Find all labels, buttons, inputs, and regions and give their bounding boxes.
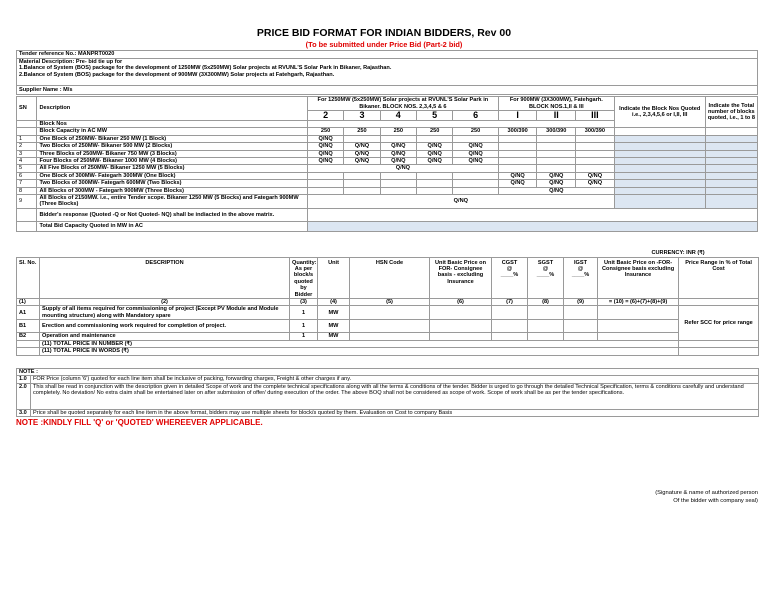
col-number: (8) (528, 298, 564, 305)
capacity-cell: 250 (380, 128, 416, 135)
note-text: Price shall be quoted separately for each line item in the above format, bidders may use multiple sheets for block/s quoted by them. Evaluation on Cost to company Basis (31, 409, 759, 416)
qnq-input[interactable]: Q/NQ (498, 187, 614, 194)
fatehgarh-group-header: For 900MW (3X300MW), Fatehgarh. BLOCK NOS.1,II & III (498, 97, 614, 111)
material-description: Material Description: Pre- bid tie up for (19, 59, 123, 65)
block-no-5: 5 (416, 111, 452, 121)
row-sn: 2 (17, 143, 37, 150)
refer-scc-note: Refer SCC for price range (679, 306, 759, 340)
qnq-input[interactable]: Q/NQ (453, 158, 498, 165)
col-number: (2) (40, 298, 290, 305)
qnq-input[interactable]: Q/NQ (344, 143, 380, 150)
col-number: = (10) = (6)+(7)+(8)+(9) (598, 298, 679, 305)
capacity-cell: 250 (344, 128, 380, 135)
note-number: 3.0 (17, 409, 31, 416)
item-description: Erection and commissioning work required for completion of project. (40, 320, 290, 333)
description-header: Description (37, 97, 307, 121)
material-line-1: 1.Balance of System (BOS) package for the development of 1250MW (5x250MW) Solar projects at RVUNL'S Solar Park in Bikaner, Rajasthan. (19, 65, 392, 72)
capacity-cell: 300/390 (576, 128, 615, 135)
qnq-input[interactable]: Q/NQ (537, 180, 576, 187)
qnq-input[interactable]: Q/NQ (416, 158, 452, 165)
block-nos-label: Block Nos (37, 121, 307, 128)
col-number: (1) (17, 298, 40, 305)
meta-table (16, 50, 758, 95)
block-no-3: 3 (344, 111, 380, 121)
total-price-input[interactable] (598, 306, 679, 320)
unit-basic-price-header: Unit Basic Price on FOR- Consignee basis - excluding Insurance (430, 257, 492, 298)
block-no-i: I (498, 111, 537, 121)
col-number: (4) (318, 298, 350, 305)
row-description: One Block of 300MW- Fategarh 300MW (One Block) (37, 172, 307, 179)
qnq-input[interactable]: Q/NQ (344, 158, 380, 165)
total-bid-capacity-input[interactable] (307, 221, 757, 231)
notes-table (16, 368, 759, 417)
quantity-header: Quantity: As per block/s quoted by Bidder (290, 257, 318, 298)
sgst-input[interactable] (528, 320, 564, 333)
indicate-total-input[interactable] (705, 172, 757, 179)
note-number: 2.0 (17, 383, 31, 409)
item-quantity: 1 (290, 333, 318, 340)
row-sn: 6 (17, 172, 37, 179)
indicate-block-input[interactable] (614, 158, 705, 165)
bidder-response-label: Bidder's response (Quoted -Q or Not Quoted- NQ) shall be indiacted in the above matrix. (37, 208, 307, 221)
indicate-total-input[interactable] (705, 143, 757, 150)
item-no: A1 (17, 306, 40, 320)
price-table (16, 250, 759, 356)
row-sn: 7 (17, 180, 37, 187)
capacity-cell: 250 (453, 128, 498, 135)
cgst-input[interactable] (492, 306, 528, 320)
block-no-ii: II (537, 111, 576, 121)
total-price-input[interactable] (598, 333, 679, 340)
description-header: DESCRIPTION (40, 257, 290, 298)
signature-block (458, 489, 758, 505)
tender-reference: Tender reference No.: MANPRT0020 (17, 51, 758, 59)
capacity-cell: 250 (416, 128, 452, 135)
indicate-total-input[interactable] (705, 187, 757, 194)
supplier-name: Supplier Name : M/s (17, 86, 758, 95)
item-no: B1 (17, 320, 40, 333)
qnq-input[interactable]: Q/NQ (380, 143, 416, 150)
table-row (17, 158, 758, 165)
indicate-total-blocks-header: Indicate the Total number of blocks quoted, i.e., 1 to 8 (705, 97, 757, 128)
col-number: (5) (350, 298, 430, 305)
hsn-input[interactable] (350, 333, 430, 340)
unit-price-input[interactable] (430, 333, 492, 340)
indicate-block-input[interactable] (614, 135, 705, 142)
indicate-total-input[interactable] (705, 180, 757, 187)
cgst-input[interactable] (492, 333, 528, 340)
col-number: (6) (430, 298, 492, 305)
igst-input[interactable] (564, 320, 598, 333)
hsn-header: HSN Code (350, 257, 430, 298)
table-row (17, 333, 759, 340)
table-row (17, 195, 758, 209)
block-matrix-table (16, 96, 758, 232)
qnq-input[interactable]: Q/NQ (576, 180, 615, 187)
block-no-4: 4 (380, 111, 416, 121)
qnq-input[interactable]: Q/NQ (344, 150, 380, 157)
qnq-input[interactable]: Q/NQ (380, 150, 416, 157)
sn-header: SN (17, 97, 37, 121)
unit-header: Unit (318, 257, 350, 298)
table-row (17, 143, 758, 150)
qnq-input[interactable]: Q/NQ (537, 172, 576, 179)
indicate-total-input[interactable] (705, 150, 757, 157)
row-sn: 1 (17, 135, 37, 142)
qnq-input[interactable]: Q/NQ (498, 180, 537, 187)
table-row (17, 135, 758, 142)
sgst-input[interactable] (528, 333, 564, 340)
item-quantity: 1 (290, 320, 318, 333)
indicate-total-input[interactable] (705, 165, 757, 172)
table-row (17, 187, 758, 194)
sgst-input[interactable] (528, 306, 564, 320)
currency-label: CURRENCY: INR (₹) (651, 250, 705, 257)
qnq-input[interactable]: Q/NQ (416, 150, 452, 157)
indicate-total-input[interactable] (705, 195, 757, 209)
material-line-2: 2.Balance of System (BOS) package for the development of 900MW (3X300MW) Solar projects at Fatehgarh, Rajasthan. (19, 71, 335, 78)
table-row (17, 320, 759, 333)
item-description: Operation and maintenance (40, 333, 290, 340)
row-sn: 4 (17, 158, 37, 165)
igst-header: IGST @ ____% (564, 257, 598, 298)
row-description: All Five Blocks of 250MW- Bikaner 1250 MW (5 Blocks) (37, 165, 307, 172)
table-row (17, 306, 759, 320)
page-subtitle: (To be submitted under Price Bid (Part-2 bid) (305, 40, 463, 49)
qnq-input[interactable]: Q/NQ (498, 172, 537, 179)
capacity-cell: 250 (307, 128, 343, 135)
cgst-input[interactable] (492, 320, 528, 333)
qnq-input[interactable]: Q/NQ (307, 143, 343, 150)
qnq-input[interactable]: Q/NQ (416, 143, 452, 150)
igst-input[interactable] (564, 306, 598, 320)
indicate-block-input[interactable] (614, 150, 705, 157)
total-price-words-label: (11) TOTAL PRICE IN WORDS (₹) (40, 348, 679, 355)
note-number: 1.0 (17, 376, 31, 383)
row-sn: 8 (17, 187, 37, 194)
indicate-block-input[interactable] (614, 172, 705, 179)
block-capacity-label: Block Capacity in AC MW (37, 128, 307, 135)
indicate-block-input[interactable] (614, 180, 705, 187)
row-sn: 3 (17, 150, 37, 157)
table-row (17, 165, 758, 172)
igst-input[interactable] (564, 333, 598, 340)
indicate-block-input[interactable] (614, 187, 705, 194)
total-price-number-label: (11) TOTAL PRICE IN NUMBER (₹) (40, 340, 679, 347)
unit-price-input[interactable] (430, 320, 492, 333)
table-row (17, 150, 758, 157)
table-row (17, 180, 758, 187)
note-text: FOR Price (column '6') quoted for each line item shall be inclusive of packing, forwarding charges, Freight & other charges if any. (31, 376, 759, 383)
kindly-fill-note: NOTE :KINDLY FILL 'Q' or 'QUOTED' WHEREEVER APPLICABLE. (16, 418, 263, 427)
qnq-input[interactable]: Q/NQ (307, 135, 343, 142)
qnq-input[interactable]: Q/NQ (307, 158, 343, 165)
qnq-input[interactable]: Q/NQ (453, 143, 498, 150)
page-title: PRICE BID FORMAT FOR INDIAN BIDDERS, Rev 00 (256, 27, 512, 39)
sgst-header: SGST @ ____% (528, 257, 564, 298)
item-unit: MW (318, 306, 350, 320)
row-sn: 9 (17, 195, 37, 209)
row-description: All Blocks of 300MW - Fategarh 900MW (Three Blocks) (37, 187, 307, 194)
unit-price-input[interactable] (430, 306, 492, 320)
notes-label: NOTE : (17, 369, 759, 376)
row-sn: 5 (17, 165, 37, 172)
qnq-input[interactable]: Q/NQ (576, 172, 615, 179)
cgst-header: CGST @ ____% (492, 257, 528, 298)
hsn-input[interactable] (350, 306, 430, 320)
row-description: Two Blocks of 300MW- Fategarh 600MW (Two Blocks) (37, 180, 307, 187)
item-no: B2 (17, 333, 40, 340)
total-bid-capacity-label: Total Bid Capacity Quoted in MW in AC (37, 221, 307, 231)
row-description: All Blocks of 2150MW. i.e., entire Tender scope. Bikaner 1250 MW (5 Blocks) and Fategarh 900MW (Three Blocks) (37, 195, 307, 209)
qnq-input[interactable]: Q/NQ (380, 158, 416, 165)
unit-basic-price-total-header: Unit Basic Price on -FOR- Consignee basis excluding Insurance (598, 257, 679, 298)
slno-header: Sl. No. (17, 257, 40, 298)
qnq-input[interactable]: Q/NQ (307, 165, 498, 172)
item-unit: MW (318, 333, 350, 340)
item-quantity: 1 (290, 306, 318, 320)
indicate-block-input[interactable] (614, 165, 705, 172)
price-range-header: Price Range in % of Total Cost (679, 257, 759, 298)
block-no-iii: III (576, 111, 615, 121)
row-description: One Block of 250MW- Bikaner 250 MW (1 Block) (37, 135, 307, 142)
indicate-block-input[interactable] (614, 195, 705, 209)
indicate-block-nos-header: Indicate the Block Nos Quoted i.e., 2,3,4,5,6 or I,II, III (614, 97, 705, 128)
bikaner-group-header: For 1250MW (5x250MW) Solar projects at RVUNL'S Solar Park in Bikaner. BLOCK NOS. 2,3,4,5 & 6 (307, 97, 498, 111)
col-number: (7) (492, 298, 528, 305)
indicate-total-input[interactable] (705, 158, 757, 165)
qnq-input[interactable]: Q/NQ (307, 195, 614, 209)
indicate-block-input[interactable] (614, 143, 705, 150)
row-description: Four Blocks of 250MW- Bikaner 1000 MW (4 Blocks) (37, 158, 307, 165)
capacity-cell: 300/390 (498, 128, 537, 135)
item-description: Supply of all items required for commissioning of project (Except PV Module and Module mounting structure) along with Mandatory spare (40, 306, 290, 320)
block-no-2: 2 (307, 111, 343, 121)
col-number: (9) (564, 298, 598, 305)
capacity-cell: 300/390 (537, 128, 576, 135)
note-text: This shall be read in conjunction with the description given in detailed Scope of work and the complete technical specifications along with all the terms & conditions of the tender. Bidder is urged to go through the detailed Technical Specification, terms & conditions carefully and understand completely. No deviation/ No extra claim shall be entertained later on after submission of offer/ during execution of the order. The above BOQ shall not be considered as scope of work. Scope of work shall be as per the tender specifications. (31, 383, 759, 409)
qnq-input[interactable]: Q/NQ (453, 150, 498, 157)
hsn-input[interactable] (350, 320, 430, 333)
signature-line-2: Of the bidder with company seal) (673, 498, 758, 504)
total-price-input[interactable] (598, 320, 679, 333)
item-unit: MW (318, 320, 350, 333)
indicate-total-input[interactable] (705, 135, 757, 142)
signature-line-1: (Signature & name of authorized person (655, 490, 758, 496)
col-number: (3) (290, 298, 318, 305)
row-description: Two Blocks of 250MW- Bikaner 500 MW (2 Blocks) (37, 143, 307, 150)
block-no-6: 6 (453, 111, 498, 121)
row-description: Three Blocks of 250MW- Bikaner 750 MW (3 Blocks) (37, 150, 307, 157)
qnq-input[interactable]: Q/NQ (307, 150, 343, 157)
table-row (17, 172, 758, 179)
